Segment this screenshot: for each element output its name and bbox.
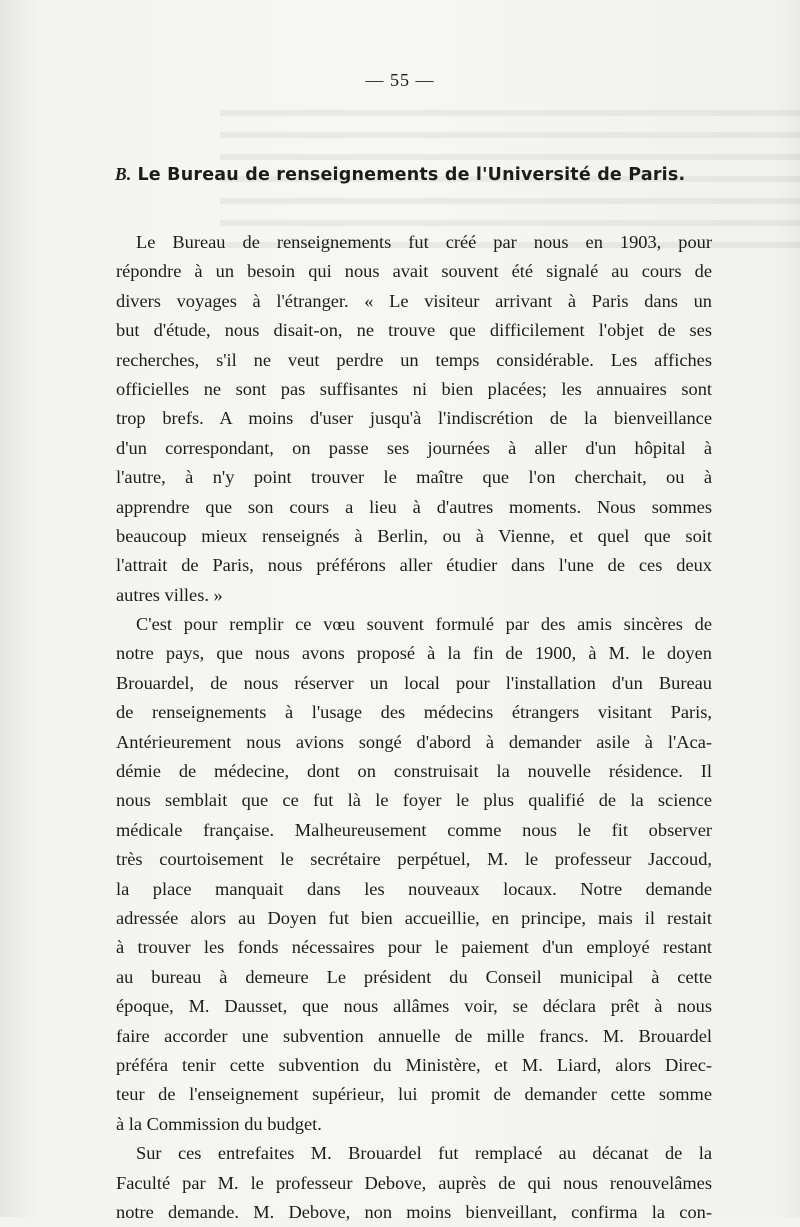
text-line: époque, M. Dausset, que nous allâmes voir, se déclara prêt à nous	[116, 996, 712, 1017]
text-line: au bureau à demeure Le président du Conseil municipal à cette	[116, 966, 712, 987]
text-line: Antérieurement nous avions songé d'abord à demander asile à l'Aca-	[116, 731, 712, 752]
text-line: l'autre, à n'y point trouver le maître que l'on cherchait, ou à	[116, 467, 712, 488]
text-line: recherches, s'il ne veut perdre un temps considérable. Les affiches	[116, 349, 712, 370]
page-number: — 55 —	[365, 70, 435, 90]
text-line: apprendre que son cours a lieu à d'autres moments. Nous sommes	[116, 496, 712, 517]
text-line: la place manquait dans les nouveaux locaux. Notre demande	[116, 878, 712, 899]
text-line: Brouardel, de nous réserver un local pour l'installation d'un Bureau	[116, 672, 712, 693]
text-line: notre pays, que nous avons proposé à la fin de 1900, à M. le doyen	[116, 643, 712, 664]
text-line: beaucoup mieux renseignés à Berlin, ou à Vienne, et quel que soit	[116, 525, 712, 546]
text-line: faire accorder une subvention annuelle de mille francs. M. Brouardel	[116, 1025, 712, 1046]
section-label: B.	[115, 164, 132, 184]
text-line: Faculté par M. le professeur Debove, auprès de qui nous renouvelâmes	[116, 1172, 712, 1193]
text-line: très courtoisement le secrétaire perpétuel, M. le professeur Jaccoud,	[116, 849, 712, 870]
text-line: démie de médecine, dont on construisait la nouvelle résidence. Il	[116, 761, 712, 782]
text-line: Sur ces entrefaites M. Brouardel fut remplacé au décanat de la	[136, 1143, 712, 1164]
body-text	[116, 228, 712, 1227]
text-line: but d'étude, nous disait-on, ne trouve que difficilement l'objet de ses	[116, 320, 712, 341]
text-line: d'un correspondant, on passe ses journées à aller d'un hôpital à	[116, 437, 712, 458]
text-line: Le Bureau de renseignements fut créé par nous en 1903, pour	[136, 232, 712, 252]
text-line: notre demande. M. Debove, non moins bienveillant, confirma la con-	[116, 1201, 712, 1222]
text-line: C'est pour remplir ce vœu souvent formulé par des amis sincères de	[136, 614, 712, 635]
text-line: répondre à un besoin qui nous avait souvent été signalé au cours de	[116, 261, 712, 282]
section-title: Le Bureau de renseignements de l'Université de Paris.	[137, 165, 686, 185]
text-line: teur de l'enseignement supérieur, lui promit de demander cette somme	[116, 1084, 712, 1105]
text-line: préféra tenir cette subvention du Ministère, et M. Liard, alors Direc-	[116, 1054, 712, 1075]
text-line: divers voyages à l'étranger. « Le visiteur arrivant à Paris dans un	[116, 290, 712, 311]
text-line: autres villes. »	[116, 584, 223, 605]
text-line: médicale française. Malheureusement comme nous le fit observer	[116, 819, 712, 840]
text-line: à la Commission du budget.	[116, 1113, 322, 1134]
text-line: nous semblait que ce fut là le foyer le plus qualifié de la science	[116, 790, 712, 811]
section-heading	[115, 164, 715, 185]
text-line: officielles ne sont pas suffisantes ni bien placées; les annuaires sont	[116, 378, 712, 399]
text-line: de renseignements à l'usage des médecins étrangers visitant Paris,	[116, 702, 712, 723]
text-line: trop brefs. A moins d'user jusqu'à l'indiscrétion de la bienveillance	[116, 408, 712, 429]
text-line: l'attrait de Paris, nous préférons aller étudier dans l'une de ces deux	[116, 555, 712, 576]
text-line: à trouver les fonds nécessaires pour le paiement d'un employé restant	[116, 937, 712, 958]
text-line: adressée alors au Doyen fut bien accueillie, en principe, mais il restait	[116, 907, 712, 928]
